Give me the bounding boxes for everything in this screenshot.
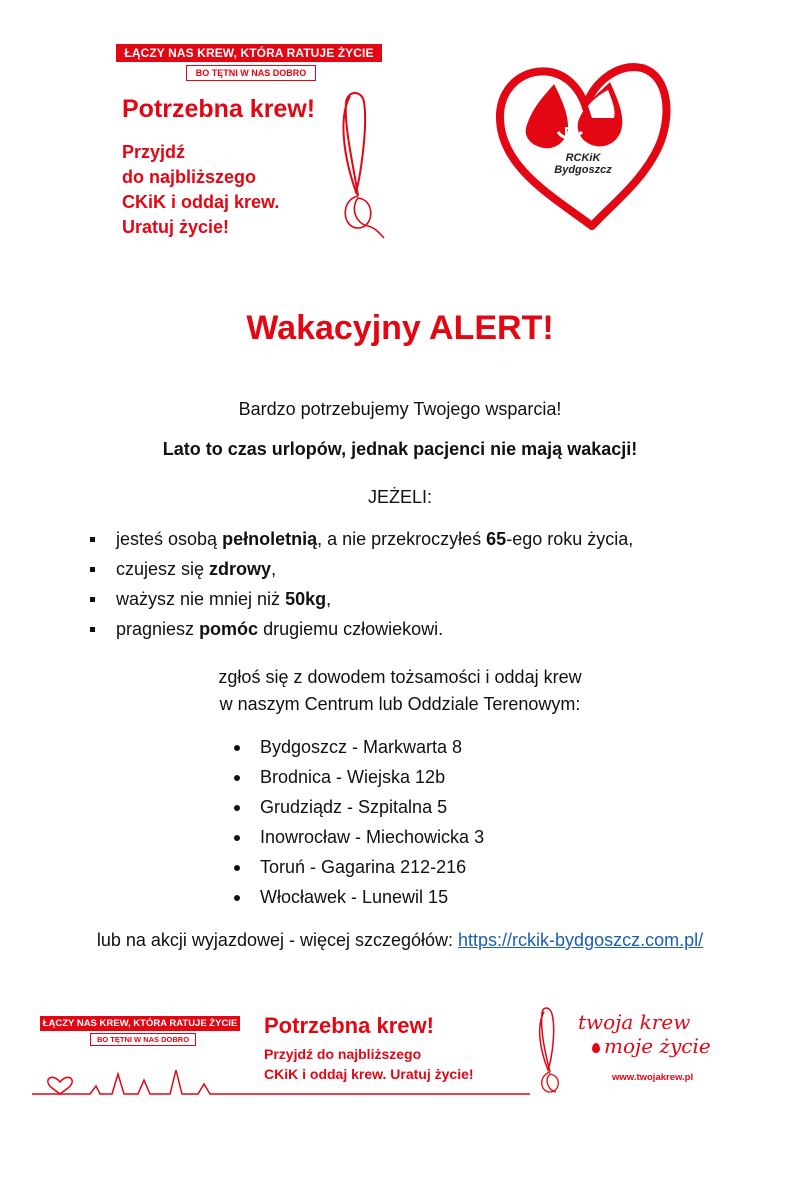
support-text: Bardzo potrzebujemy Twojego wsparcia! xyxy=(238,399,562,419)
bottom-banner-url: www.twojakrew.pl xyxy=(612,1072,694,1083)
list-item: Bydgoszcz - Markwarta 8 xyxy=(232,732,484,762)
bottom-campaign-banner xyxy=(30,1006,770,1106)
list-item: Inowrocław - Miechowicka 3 xyxy=(232,822,484,852)
script-line: moje życie xyxy=(578,1034,711,1058)
bullet-icon xyxy=(234,835,240,841)
banner-tagline: ŁĄCZY NAS KREW, KTÓRA RATUJE ŻYCIE xyxy=(116,44,382,62)
rckik-heart-logo xyxy=(492,56,672,232)
banner-line: do najbliższego xyxy=(122,167,257,187)
banner-lines xyxy=(122,140,279,240)
square-bullet-icon xyxy=(90,627,95,632)
if-text: JEŻELI: xyxy=(367,487,433,507)
heart-icon xyxy=(492,56,672,232)
bottom-banner-script xyxy=(578,1010,711,1058)
locations-list xyxy=(232,732,484,912)
bottom-banner-line: Przyjdź do najbliższego xyxy=(264,1046,422,1062)
list-item: jesteś osobą pełnoletnią, a nie przekroczyłeś 65-ego roku życia, xyxy=(90,524,633,554)
list-item: Grudziądz - Szpitalna 5 xyxy=(232,792,484,822)
list-item: ważysz nie mniej niż 50kg, xyxy=(90,584,633,614)
bullet-icon xyxy=(234,895,240,901)
bullet-icon xyxy=(234,745,240,751)
bullet-icon xyxy=(234,805,240,811)
conditions-list xyxy=(90,524,633,644)
page-title: Wakacyjny ALERT! xyxy=(246,309,554,347)
report-text xyxy=(0,664,800,718)
exclamation-thread-icon xyxy=(530,1006,570,1098)
top-campaign-banner xyxy=(116,44,396,244)
banner-sub-tagline: BO TĘTNI W NAS DOBRO xyxy=(186,65,316,81)
logo-text xyxy=(548,152,618,176)
banner-line: CKiK i oddaj krew. xyxy=(122,192,280,212)
list-item: Włocławek - Lunewil 15 xyxy=(232,882,484,912)
bottom-banner-sub-tagline: BO TĘTNI W NAS DOBRO xyxy=(90,1033,196,1046)
website-link[interactable]: https://rckik-bydgoszcz.com.pl/ xyxy=(458,930,704,950)
bottom-banner-lines xyxy=(264,1044,474,1084)
summer-text: Lato to czas urlopów, jednak pacjenci nie mają wakacji! xyxy=(162,439,638,459)
list-item: czujesz się zdrowy, xyxy=(90,554,633,584)
bullet-icon xyxy=(234,775,240,781)
list-item: Brodnica - Wiejska 12b xyxy=(232,762,484,792)
logo-line-rckik: RCKiK xyxy=(565,152,601,164)
list-item: pragniesz pomóc drugiemu człowiekowi. xyxy=(90,614,633,644)
trip-text xyxy=(0,926,800,954)
bullet-icon xyxy=(234,865,240,871)
square-bullet-icon xyxy=(90,567,95,572)
bottom-banner-headline: Potrzebna krew! xyxy=(264,1013,434,1038)
trip-label: lub na akcji wyjazdowej - więcej szczegółów: xyxy=(96,930,459,950)
report-line: w naszym Centrum lub Oddziale Terenowym: xyxy=(219,694,581,714)
exclamation-thread-icon xyxy=(334,88,394,244)
bottom-banner-line: CKiK i oddaj krew. Uratuj życie! xyxy=(264,1066,474,1082)
banner-headline: Potrzebna krew! xyxy=(122,95,316,123)
bottom-banner-tagline: ŁĄCZY NAS KREW, KTÓRA RATUJE ŻYCIE xyxy=(40,1016,240,1031)
list-item: Toruń - Gagarina 212-216 xyxy=(232,852,484,882)
square-bullet-icon xyxy=(90,597,95,602)
script-line: twoja krew xyxy=(578,1010,691,1034)
banner-line: Przyjdź xyxy=(122,142,186,162)
square-bullet-icon xyxy=(90,537,95,542)
report-line: zgłoś się z dowodem tożsamości i oddaj krew xyxy=(218,667,582,687)
banner-line: Uratuj życie! xyxy=(122,217,230,237)
blood-drop-icon xyxy=(592,1043,600,1053)
logo-line-city: Bydgoszcz xyxy=(554,164,612,176)
